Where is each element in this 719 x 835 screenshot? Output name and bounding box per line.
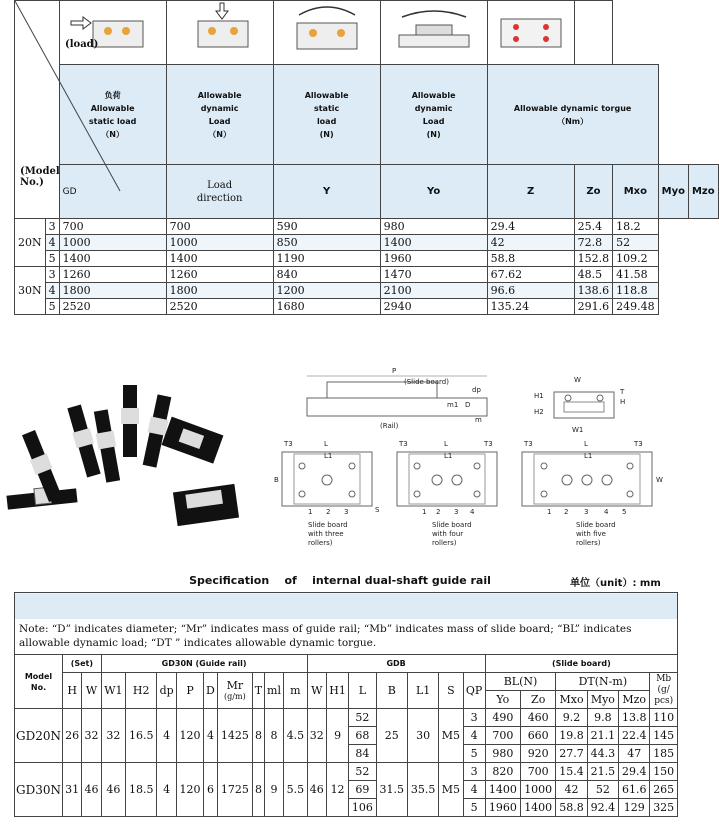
load-direction-l2: direction [196,192,243,204]
spec-qp: 4 [463,781,485,799]
load-value: 1400 [380,235,487,251]
spec-bw: 32 [307,709,326,763]
spec-zo: 660 [521,727,556,745]
load-value: 1470 [380,267,487,283]
load-value: 1800 [166,283,273,299]
label-w1: W1 [572,426,584,434]
load-value: 96.6 [487,283,574,299]
spec-mzo: 129 [619,799,650,817]
load-value: 700 [59,219,166,235]
load-value: 1960 [380,251,487,267]
col-mxo: Mxo [613,165,659,219]
hdr-y-l2: Allowable [90,103,135,113]
load-value: 152.8 [574,251,613,267]
h-zo: Zo [521,691,556,709]
hdr-zo-l4: (N) [426,129,441,139]
load-value: 29.4 [487,219,574,235]
load-row [15,267,719,283]
col-zo: Zo [574,165,613,219]
h-h: H [62,673,81,709]
cap3-l1: Slide board [308,521,348,529]
label-t: T [620,388,625,396]
spec-h2: 16.5 [126,709,157,763]
end-view-drawing [534,376,625,434]
h-mb-unit: (g/ [657,685,670,695]
hdr-zo-l3: Load [422,116,445,126]
load-value: 18.2 [613,219,659,235]
spec-mxo: 15.4 [556,763,587,781]
spec-t: 8 [253,763,265,817]
spec-mzo: 47 [619,745,650,763]
spec-yo: 1960 [485,799,520,817]
h-yo: Yo [485,691,520,709]
label-l-a: L [324,440,328,448]
hdr-zo [380,65,487,165]
spec-note: Note: “D” indicates diameter; “Mr” indicates mass of guide rail; “Mb” indicates mass of slide board; “BL” indicates allowable dynamic load; “DT ” indicates allowable dynamic torgue. [15,593,678,655]
hdr-z-l4: (N) [319,129,334,139]
load-value: 1800 [59,283,166,299]
spec-h: 31 [62,763,81,817]
load-table-body [15,219,719,315]
h-mr-label: Mr [226,678,244,692]
load-value: 109.2 [613,251,659,267]
label-m1: m1 [447,401,459,409]
h-model [15,655,63,709]
label-t3-a: T3 [284,440,293,448]
spec-dp: 4 [157,763,176,817]
side-view-drawing [307,367,487,430]
label-n2-b: 2 [436,508,441,516]
spec-mb: 145 [650,727,678,745]
spec-l: 106 [349,799,376,817]
label-h1: H1 [534,392,544,400]
h-slide: (Slide board) [485,655,677,673]
spec-myo: 44.3 [587,745,618,763]
spec-l: 52 [349,763,376,781]
cap5-l2: with five [576,530,606,538]
spec-zo: 920 [521,745,556,763]
spec-mzo: 22.4 [619,727,650,745]
h-l: L [349,673,376,709]
load-value: 42 [487,235,574,251]
load-yo-icon [170,1,270,61]
rail-photo-7 [161,417,223,464]
spec-l: 69 [349,781,376,799]
h-set: (Set) [62,655,101,673]
load-row [15,251,719,267]
spec-yo: 700 [485,727,520,745]
spec-m: 4.5 [284,709,307,763]
cap5-l3: rollers) [576,539,601,547]
label-n3-c: 3 [584,508,589,516]
spec-zo: 460 [521,709,556,727]
product-photo [5,380,260,535]
spec-table [14,592,678,817]
label-dp: dp [472,386,481,394]
load-pic-yo [166,1,273,65]
spec-bw: 46 [307,763,326,817]
col-mzo: Mzo [688,165,718,219]
spec-dp: 4 [157,709,176,763]
spec-l: 68 [349,727,376,745]
label-m: m [475,416,482,424]
label-w: W [574,376,581,384]
load-value: 1190 [273,251,380,267]
h-dp: dp [157,673,176,709]
label-d: D [465,401,471,409]
roller-count: 4 [45,283,59,299]
spec-yo: 490 [485,709,520,727]
spec-qp: 3 [463,763,485,781]
load-z-icon [277,1,377,61]
spec-qp: 4 [463,727,485,745]
spec-name: GD30N [15,763,63,817]
spec-mb: 185 [650,745,678,763]
spec-qp: 5 [463,745,485,763]
hdr-zo-l1: Allowable [411,90,456,100]
spec-mb: 265 [650,781,678,799]
spec-zo: 1000 [521,781,556,799]
spec-mb: 110 [650,709,678,727]
load-mzo-icon [491,1,571,61]
label-h2: H2 [534,408,544,416]
h-t: T [253,673,265,709]
hdr-z-l3: load [316,116,337,126]
load-value: 41.58 [613,267,659,283]
label-l-c: L [584,440,588,448]
spec-myo: 52 [587,781,618,799]
load-row [15,235,719,251]
roller-count: 4 [45,235,59,251]
load-value: 1000 [59,235,166,251]
h-bl: BL(N) [485,673,556,691]
spec-w: 32 [82,709,101,763]
load-value: 25.4 [574,219,613,235]
h-w: W [82,673,101,709]
spec-mb: 150 [650,763,678,781]
h-bw: W [307,673,326,709]
h-w1: W1 [101,673,125,709]
spec-h1: 12 [326,763,348,817]
spec-myo: 9.8 [587,709,618,727]
label-b-a: B [274,476,279,484]
load-value: 1680 [273,299,380,315]
spec-mxo: 58.8 [556,799,587,817]
load-value: 118.8 [613,283,659,299]
hdr-yo-l4: （N） [208,129,231,139]
h-mb-unit2: pcs) [654,696,674,706]
load-value: 1400 [59,251,166,267]
load-value: 249.48 [613,299,659,315]
spec-myo: 21.5 [587,763,618,781]
spec-mr: 1425 [217,709,252,763]
label-p: P [392,367,397,375]
col-z: Z [487,165,574,219]
load-zo-icon [384,1,484,61]
spec-mzo: 29.4 [619,763,650,781]
spec-d: 6 [204,763,217,817]
label-n3-a: 3 [344,508,349,516]
spec-h2: 18.5 [126,763,157,817]
corner-load-label: (load) [65,39,99,50]
label-n4-b: 4 [470,508,475,516]
spec-qp: 5 [463,799,485,817]
spec-p: 120 [176,709,203,763]
spec-ml: 9 [264,763,283,817]
load-pic-z [273,1,380,65]
label-n1-a: 1 [308,508,313,516]
label-w-c: W [656,476,663,484]
spec-mb: 325 [650,799,678,817]
hdr-y-l3: static load [88,116,137,126]
roller-count: 3 [45,267,59,283]
h-b: B [376,673,407,709]
label-n1-c: 1 [547,508,552,516]
cap3-l2: with three [308,530,344,538]
spec-row [15,709,678,727]
load-value: 2100 [380,283,487,299]
cap4-l2: with four [432,530,464,538]
label-n1-b: 1 [422,508,427,516]
load-value: 700 [166,219,273,235]
h-p: P [176,673,203,709]
label-t3-b: T3 [399,440,408,448]
load-value: 72.8 [574,235,613,251]
load-direction [166,165,273,219]
spec-l1: 30 [407,709,438,763]
hdr-zo-l2: dynamic [414,103,453,113]
corner-diagonal [15,1,120,191]
col-y: Y [273,165,380,219]
spec-b: 25 [376,709,407,763]
hdr-y-l4: （N） [101,129,124,139]
hdr-z-l2: static [313,103,340,113]
h-mr [217,673,252,709]
spec-w: 46 [82,763,101,817]
roller-count: 5 [45,299,59,315]
rail-photo-1 [6,487,77,510]
group-label: 20N [15,219,46,267]
hdr-z [273,65,380,165]
label-n2-a: 2 [326,508,331,516]
cap5-l1: Slide board [576,521,616,529]
h-qp: QP [463,673,485,709]
h-mb [650,673,678,709]
load-value: 590 [273,219,380,235]
hdr-yo [166,65,273,165]
h-h2: H2 [126,673,157,709]
load-value: 980 [380,219,487,235]
h-mb-label: Mb [656,674,672,684]
label-n5-c: 5 [622,508,627,516]
load-value: 135.24 [487,299,574,315]
spec-h: 26 [62,709,81,763]
spec-row [15,763,678,781]
load-value: 291.6 [574,299,613,315]
col-myo: Myo [658,165,688,219]
load-value: 1260 [59,267,166,283]
load-value: 1000 [166,235,273,251]
technical-drawings [272,362,678,552]
load-value: 67.62 [487,267,574,283]
spec-d: 4 [204,709,217,763]
roller-count: 5 [45,251,59,267]
load-value: 138.6 [574,283,613,299]
load-value: 2940 [380,299,487,315]
spec-mxo: 27.7 [556,745,587,763]
h-m: m [284,673,307,709]
hdr-z-l1: Allowable [304,90,349,100]
load-direction-l1: Load [207,179,233,191]
label-t3-b2: T3 [484,440,493,448]
load-row [15,219,719,235]
hdr-torque [487,65,658,165]
spec-mzo: 13.8 [619,709,650,727]
rail-photo-8 [173,484,239,526]
hdr-torque-l2: （Nm） [557,116,589,126]
spec-l1: 35.5 [407,763,438,817]
load-value: 2520 [59,299,166,315]
spec-mxo: 19.8 [556,727,587,745]
plan-view-5 [522,440,663,547]
spec-yo: 980 [485,745,520,763]
label-slide-board: (Slide board) [404,378,449,386]
h-gdb: GDB [307,655,485,673]
spec-m: 5.5 [284,763,307,817]
h-l1: L1 [407,673,438,709]
spec-b: 31.5 [376,763,407,817]
load-value: 58.8 [487,251,574,267]
load-value: 1200 [273,283,380,299]
spec-yo: 1400 [485,781,520,799]
h-dt: DT(N-m) [556,673,650,691]
spec-title: Specification of internal dual-shaft guide rail [189,574,491,587]
hdr-yo-l2: dynamic [200,103,239,113]
plan-view-4 [397,440,497,547]
load-pic-zo [380,1,487,65]
spec-mr: 1725 [217,763,252,817]
load-value: 1260 [166,267,273,283]
label-rail: (Rail) [380,422,399,430]
spec-zo: 700 [521,763,556,781]
load-row [15,299,719,315]
cap4-l1: Slide board [432,521,472,529]
h-ml: ml [264,673,283,709]
label-l1-a: L1 [324,452,333,460]
spec-t: 8 [253,709,265,763]
load-value: 850 [273,235,380,251]
label-t3-c: T3 [524,440,533,448]
load-row [15,283,719,299]
model-gd: GD [59,165,166,219]
spec-title-row [0,574,680,587]
hdr-yo-l3: Load [208,116,231,126]
load-value: 840 [273,267,380,283]
spec-yo: 820 [485,763,520,781]
spec-unit: 单位（unit）: mm [570,578,661,589]
spec-s: M5 [439,709,463,763]
label-h: H [620,398,626,406]
h-mxo: Mxo [556,691,587,709]
hdr-torque-l1: Allowable dynamic torgue [513,103,632,113]
h-s: S [439,673,463,709]
spec-ml: 8 [264,709,283,763]
roller-count: 3 [45,219,59,235]
label-t3-c2: T3 [634,440,643,448]
spec-mxo: 9.2 [556,709,587,727]
load-pic-mzo [487,1,574,65]
h-mr-unit: (g/m) [224,691,246,701]
plan-view-3 [274,440,380,547]
spec-zo: 1400 [521,799,556,817]
spec-l: 84 [349,745,376,763]
cap3-l3: rollers) [308,539,333,547]
h-myo: Myo [587,691,618,709]
spec-mzo: 61.6 [619,781,650,799]
load-value: 2520 [166,299,273,315]
label-l1-b: L1 [444,452,453,460]
hdr-yo-l1: Allowable [197,90,242,100]
spec-w1: 32 [101,709,125,763]
h-model-l2: No. [30,682,47,692]
cap4-l3: rollers) [432,539,457,547]
col-yo: Yo [380,165,487,219]
h-model-l1: Model [24,671,53,681]
spec-w1: 46 [101,763,125,817]
corner-model-label: (Model No.) [20,166,60,188]
label-l1-c: L1 [584,452,593,460]
spec-myo: 21.1 [587,727,618,745]
spec-h1: 9 [326,709,348,763]
h-mzo: Mzo [619,691,650,709]
spec-qp: 3 [463,709,485,727]
h-gd30n: GD30N (Guide rail) [101,655,307,673]
h-h1: H1 [326,673,348,709]
label-l-b: L [444,440,448,448]
load-value: 1400 [166,251,273,267]
load-table [14,0,719,315]
label-n2-c: 2 [564,508,569,516]
label-n4-c: 4 [604,508,609,516]
load-value: 48.5 [574,267,613,283]
spec-name: GD20N [15,709,63,763]
label-n3-b: 3 [454,508,459,516]
spec-table-body [15,709,678,817]
label-s-a: S [375,506,380,514]
load-pic-blank [574,1,613,65]
spec-mxo: 42 [556,781,587,799]
spec-l: 52 [349,709,376,727]
group-label: 30N [15,267,46,315]
spec-myo: 92.4 [587,799,618,817]
rail-photo-5 [121,385,139,457]
h-d: D [204,673,217,709]
spec-s: M5 [439,763,463,817]
spec-p: 120 [176,763,203,817]
load-value: 52 [613,235,659,251]
hdr-y-l1: 负荷 [104,90,121,100]
